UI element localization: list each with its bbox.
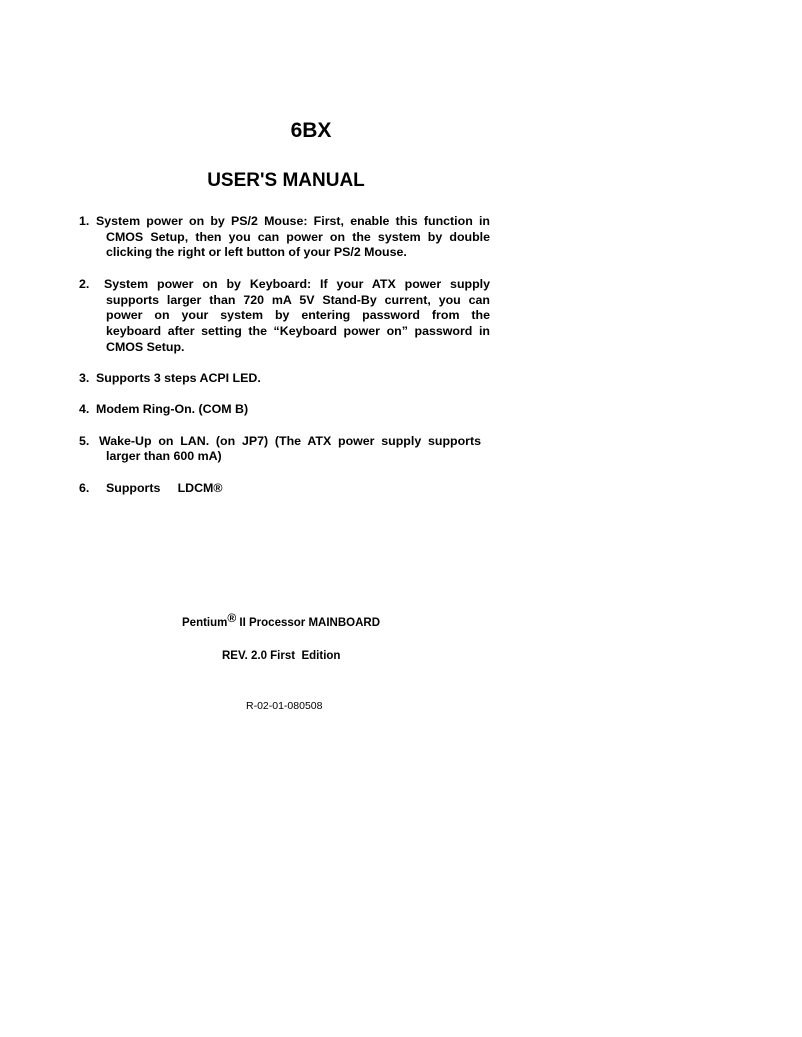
document-code: R-02-01-080508 [246,700,323,712]
feature-item-5 [79,434,490,465]
feature-text-line: Supports 3 steps ACPI LED. [96,371,261,385]
feature-text-line: Modem Ring-On. (COM B) [96,402,249,417]
feature-item-4 [79,402,490,418]
feature-item-3 [79,371,490,387]
manual-title: USER'S MANUAL [207,170,365,191]
feature-item-1 [79,214,490,261]
feature-text-line: power on your system by entering password from the [106,308,490,323]
feature-item-6 [79,481,490,497]
processor-suffix: II Processor MAINBOARD [236,617,380,629]
feature-item-2 [79,277,490,356]
registered-mark: ® [227,611,237,625]
feature-number: 5. [79,433,90,448]
processor-line [182,611,380,629]
feature-text-line: CMOS Setup, then you can power on the system by double [106,229,490,244]
feature-text-line: clicking the right or left button of your PS/2 Mouse. [106,245,407,260]
feature-number: 4. [79,402,90,417]
feature-text-line: supports larger than 720 mA 5V Stand-By current, you can [106,292,490,307]
feature-number: 6. [79,480,90,495]
feature-text-line: System power on by PS/2 Mouse: First, enable this function in [96,214,490,228]
feature-text-line: keyboard after setting the “Keyboard power on” password in [106,323,490,338]
feature-text-line: System power on by Keyboard: If your ATX power supply [104,276,490,291]
model-name: 6BX [290,119,332,142]
feature-text-line: Wake-Up on LAN. (on JP7) (The ATX power supply supports [99,433,481,448]
feature-number: 3. [79,371,90,385]
feature-text-line: CMOS Setup. [106,339,185,354]
feature-list [79,214,490,512]
feature-number: 1. [79,214,90,228]
feature-text-line: Supports LDCM® [106,480,223,495]
feature-number: 2. [79,276,90,291]
processor-prefix: Pentium [182,617,228,629]
feature-text-line: larger than 600 mA) [106,449,222,464]
revision-line: REV. 2.0 First Edition [222,650,341,662]
